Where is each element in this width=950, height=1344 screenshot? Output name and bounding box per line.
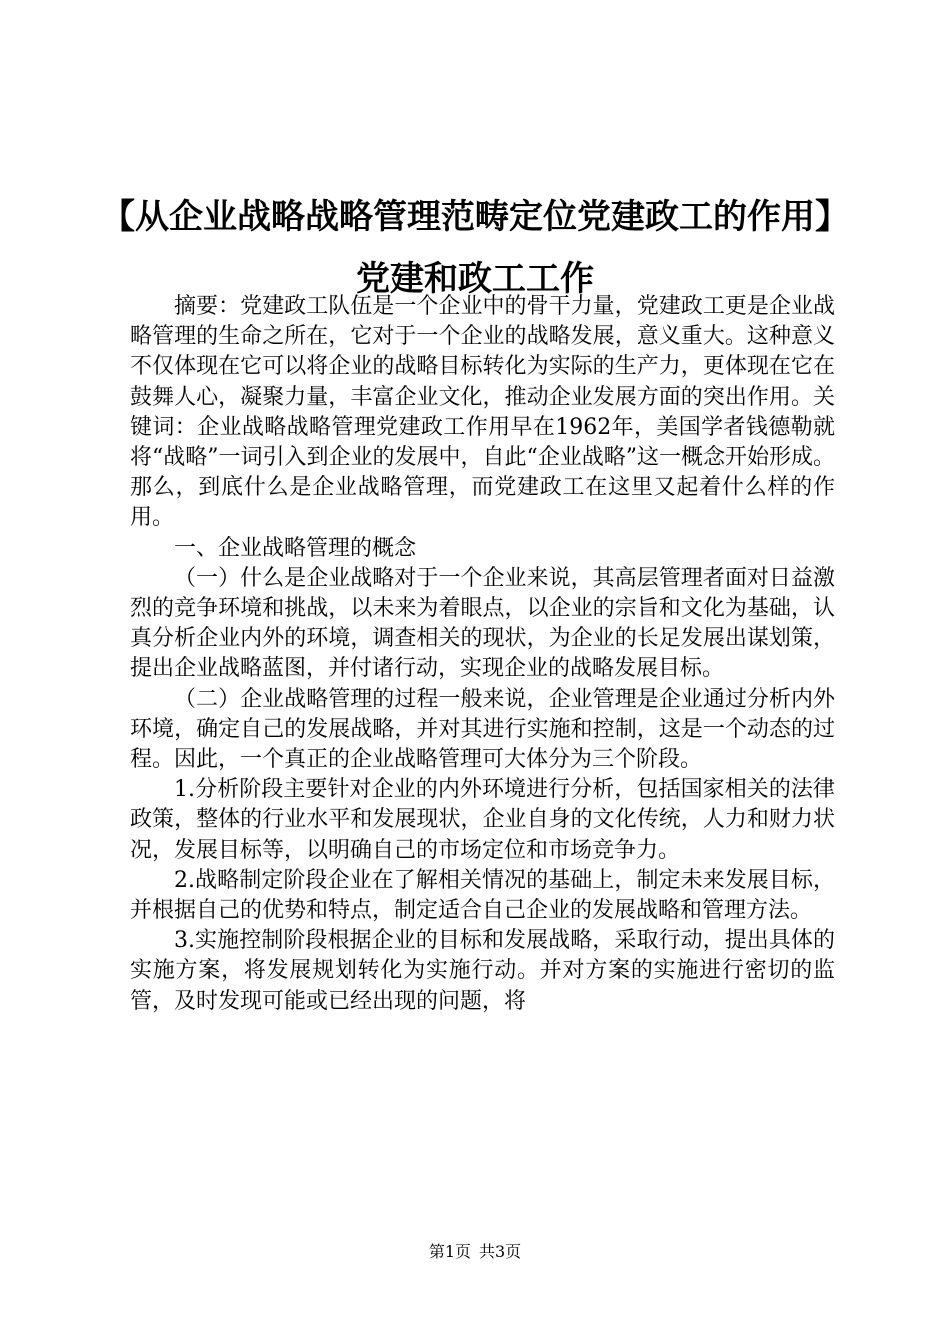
document-body: [130, 292, 835, 1017]
paragraph-stage-3: 3.实施控制阶段根据企业的目标和发展战略，采取行动，提出具体的实施方案，将发展规划转化为实施行动。并对方案的实施进行密切的监管，及时发现可能或已经出现的问题，将: [130, 928, 835, 1014]
section-heading: 一、企业战略管理的概念: [174, 535, 417, 561]
paragraph-stage-1: 1.分析阶段主要针对企业的内外环境进行分析，包括国家相关的法律政策，整体的行业水平和发展现状，企业自身的文化传统，人力和财力状况，发展目标等，以明确自己的市场定位和市场竞争力。: [130, 777, 835, 863]
paragraph-subsection-1: （一）什么是企业战略对于一个企业来说，其高层管理者面对日益激烈的竞争环境和挑战，以未来为着眼点，以企业的宗旨和文化为基础，认真分析企业内外的环境，调查相关的现状，为企业的长足发展出谋划策，提出企业战略蓝图，并付诸行动，实现企业的战略发展目标。: [130, 565, 835, 682]
paragraph-subsection-2: （二）企业战略管理的过程一般来说，企业管理是企业通过分析内外环境，确定自己的发展战略，并对其进行实施和控制，这是一个动态的过程。因此，一个真正的企业战略管理可大体分为三个阶段。: [130, 686, 835, 773]
document-title: 【从企业战略战略管理范畴定位党建政工的作用】党建和政工工作: [101, 197, 849, 299]
page-number: 第1页: [428, 1242, 471, 1261]
page-footer: [0, 1240, 950, 1264]
paragraph-abstract: 摘要：党建政工队伍是一个企业中的骨干力量，党建政工更是企业战略管理的生命之所在，它对于一个企业的战略发展，意义重大。这种意义不仅体现在它可以将企业的战略目标转化为实际的生产力，更体现在它在鼓舞人心，凝聚力量，丰富企业文化，推动企业发展方面的突出作用。关键词：企业战略战略管理党建政工作用早在1962年，美国学者钱德勒就将“战略”一词引入到企业的发展中，自此“企业战略”这一概念开始形成。那么，到底什么是企业战略管理，而党建政工在这里又起着什么样的作用。: [130, 294, 835, 531]
page-total: 共3页: [479, 1242, 522, 1261]
paragraph-stage-2: 2.战略制定阶段企业在了解相关情况的基础上，制定未来发展目标，并根据自己的优势和特点，制定适合自己企业的发展战略和管理方法。: [130, 867, 835, 924]
